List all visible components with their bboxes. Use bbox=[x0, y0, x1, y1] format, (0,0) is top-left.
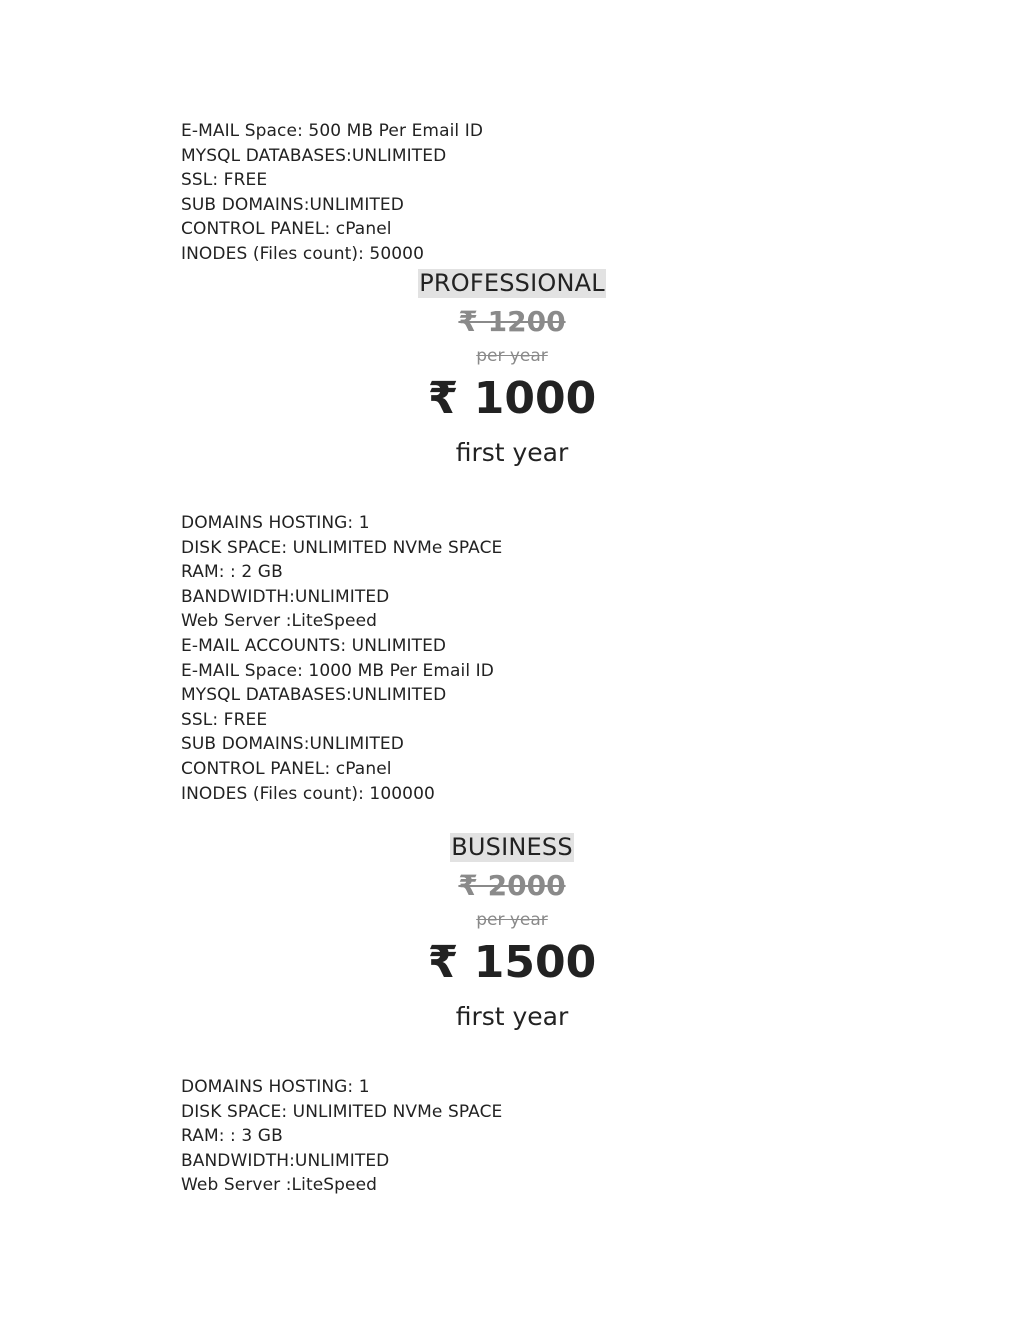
professional-new-period: first year bbox=[455, 438, 569, 467]
feature-item: SSL: FREE bbox=[181, 709, 268, 730]
plan-name-label: PROFESSIONAL bbox=[419, 269, 605, 297]
feature-item: BANDWIDTH:UNLIMITED bbox=[181, 1150, 390, 1171]
business-old-price: ₹ 2000 bbox=[458, 869, 566, 902]
plan-name-label: BUSINESS bbox=[451, 833, 573, 861]
professional-old-price: ₹ 1200 bbox=[458, 305, 566, 338]
feature-item: E-MAIL ACCOUNTS: UNLIMITED bbox=[181, 635, 447, 656]
feature-item: Web Server :LiteSpeed bbox=[181, 1175, 378, 1196]
feature-item: BANDWIDTH:UNLIMITED bbox=[181, 586, 390, 607]
feature-item: E-MAIL Space: 500 MB Per Email ID bbox=[181, 121, 484, 141]
feature-item: MYSQL DATABASES:UNLIMITED bbox=[181, 685, 447, 706]
feature-item: RAM: : 2 GB bbox=[181, 562, 283, 583]
feature-item: DISK SPACE: UNLIMITED NVMe SPACE bbox=[181, 537, 503, 558]
feature-item: RAM: : 3 GB bbox=[181, 1126, 283, 1147]
business-feature-list bbox=[181, 1075, 881, 1198]
feature-item: SUB DOMAINS:UNLIMITED bbox=[181, 734, 404, 755]
business-old-period: per year bbox=[476, 910, 548, 930]
feature-item: INODES (Files count): 100000 bbox=[181, 783, 435, 804]
feature-item: Web Server :LiteSpeed bbox=[181, 611, 378, 632]
feature-item: INODES (Files count): 50000 bbox=[181, 243, 424, 264]
feature-item: DISK SPACE: UNLIMITED NVMe SPACE bbox=[181, 1101, 503, 1122]
feature-item: SSL: FREE bbox=[181, 170, 268, 191]
feature-item: CONTROL PANEL: cPanel bbox=[181, 758, 392, 779]
business-plan-title bbox=[0, 833, 1024, 862]
feature-item: SUB DOMAINS:UNLIMITED bbox=[181, 194, 404, 215]
feature-item: MYSQL DATABASES:UNLIMITED bbox=[181, 145, 447, 166]
feature-item: DOMAINS HOSTING: 1 bbox=[181, 1077, 370, 1097]
professional-plan-title bbox=[0, 269, 1024, 298]
feature-item: E-MAIL Space: 1000 MB Per Email ID bbox=[181, 660, 494, 681]
professional-old-period: per year bbox=[476, 346, 548, 366]
feature-item: CONTROL PANEL: cPanel bbox=[181, 219, 392, 240]
top-feature-list bbox=[181, 119, 881, 267]
professional-new-price: ₹ 1000 bbox=[427, 373, 597, 424]
professional-feature-list bbox=[181, 511, 881, 806]
business-new-price: ₹ 1500 bbox=[427, 937, 597, 988]
feature-item: DOMAINS HOSTING: 1 bbox=[181, 513, 370, 533]
business-new-period: first year bbox=[455, 1002, 569, 1031]
